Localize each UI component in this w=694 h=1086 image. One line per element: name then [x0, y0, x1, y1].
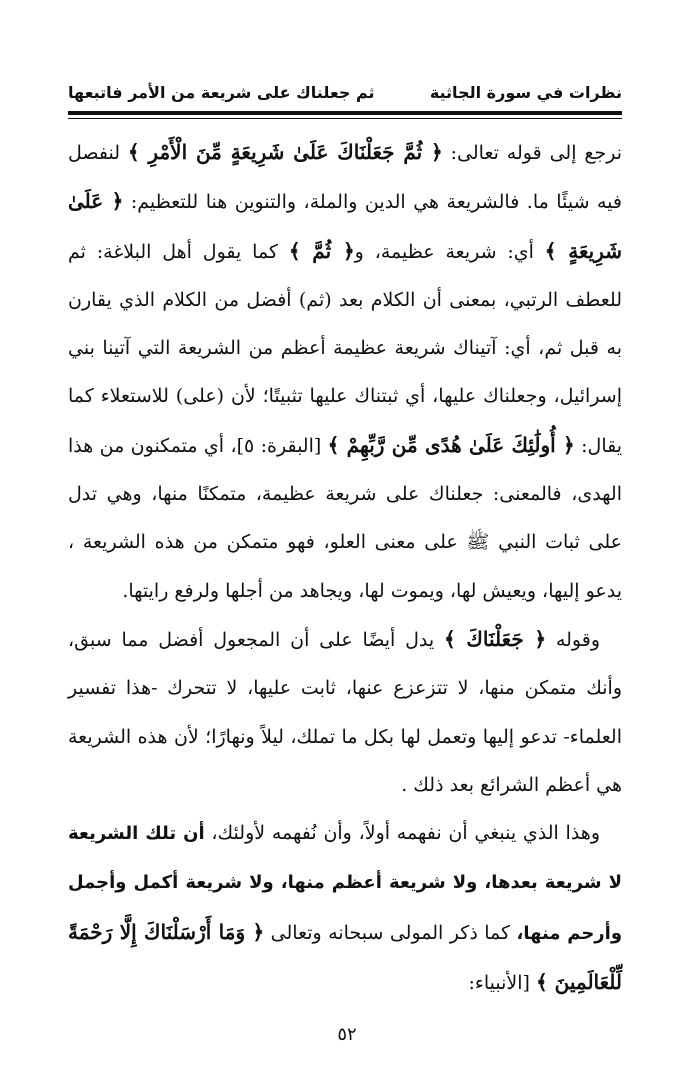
header-rule-thick	[68, 111, 622, 115]
text-run: كما يقول أهل البلاغة: ثم للعطف الرتبي، بمعنى أن الكلام بعد (ثم) أفضل من الكلام الذي يقارن به قبل ثم، أي: آتيناك شريعة عظيمة أعظم من الشريعة التي آتينا بني إسرائيل، وجعلناك عليها، أي ثبتناك عليها تثبيتًا؛ لأن (على) للاستعلاء كما يقال:	[68, 240, 623, 457]
text-run: [الأنبياء:	[468, 972, 536, 995]
quran-verse: ﴿ أُولَٰئِكَ عَلَىٰ هُدًى مِّن رَّبِّهِمْ ﴾	[327, 432, 575, 457]
quran-verse: ﴿ ثُمَّ ﴾	[288, 238, 355, 263]
text-run: وقوله	[546, 628, 600, 651]
quran-verse: ﴿ عَلَىٰ شَرِيعَةٍ ﴾	[68, 189, 622, 263]
emphasis-text: أن تلك الشريعة لا شريعة بعدها، ولا شريعة أعظم منها، ولا شريعة أكمل وأجمل وأرحم منها،	[68, 823, 623, 944]
paragraph-2	[68, 615, 622, 809]
running-header	[68, 72, 622, 102]
body-text	[68, 128, 622, 1007]
quran-verse: ﴿ ثُمَّ جَعَلْنَاكَ عَلَىٰ شَرِيعَةٍ مِّنَ الْأَمْرِ ﴾	[127, 140, 443, 164]
text-run: نرجع إلى قوله تعالى:	[442, 142, 622, 164]
text-run: يدل أيضًا على أن المجعول أفضل مما سبق، وأنك متمكن منها، لا تتزعزع عنها، ثابت عليها، لا تتحرك -هذا تفسير العلماء- تدعو إليها وتعمل لها بكل ما تملك، ليلاً ونهارًا؛ لأن هذه الشريعة هي أعظم الشرائع بعد ذلك .	[68, 628, 622, 796]
page-number: ٥٢	[337, 1024, 357, 1045]
text-run: كما ذكر المولى سبحانه وتعالى	[264, 921, 517, 944]
paragraph-3	[68, 809, 622, 1007]
quran-verse: ﴿ وَمَا أَرْسَلْنَاكَ إِلَّا رَحْمَةً لِّلْعَالَمِينَ ﴾	[68, 919, 622, 995]
text-run: أي: شريعة عظيمة، و	[354, 240, 545, 263]
text-run: وهذا الذي ينبغي أن نفهمه أولاً، وأن نُفهمه لأولئك،	[204, 822, 600, 845]
text-run: [البقرة: ٥]، أي متمكنون من هذا الهدى، فالمعنى: جعلناك على شريعة عظيمة، متمكنًا منها، وهي تدل على ثبات النبي ﷺ على معنى العلو، فهو متمكن من هذه الشريعة ، يدعو إليها، ويعيش لها، ويموت لها، ويجاهد من أجلها ولرفع رايتها.	[68, 434, 622, 602]
section-title: ثم جعلناك على شريعة من الأمر فاتبعها	[68, 83, 375, 102]
paragraph-1	[68, 128, 622, 615]
header-rule-thin	[68, 118, 622, 119]
quran-verse: ﴿ جَعَلْنَاكَ ﴾	[443, 626, 547, 651]
text-run: لنفصل فيه شيئًا ما. فالشريعة هي الدين والملة، والتنوين هنا للتعظيم:	[68, 142, 622, 214]
book-title: نظرات في سورة الجاثية	[429, 83, 622, 102]
